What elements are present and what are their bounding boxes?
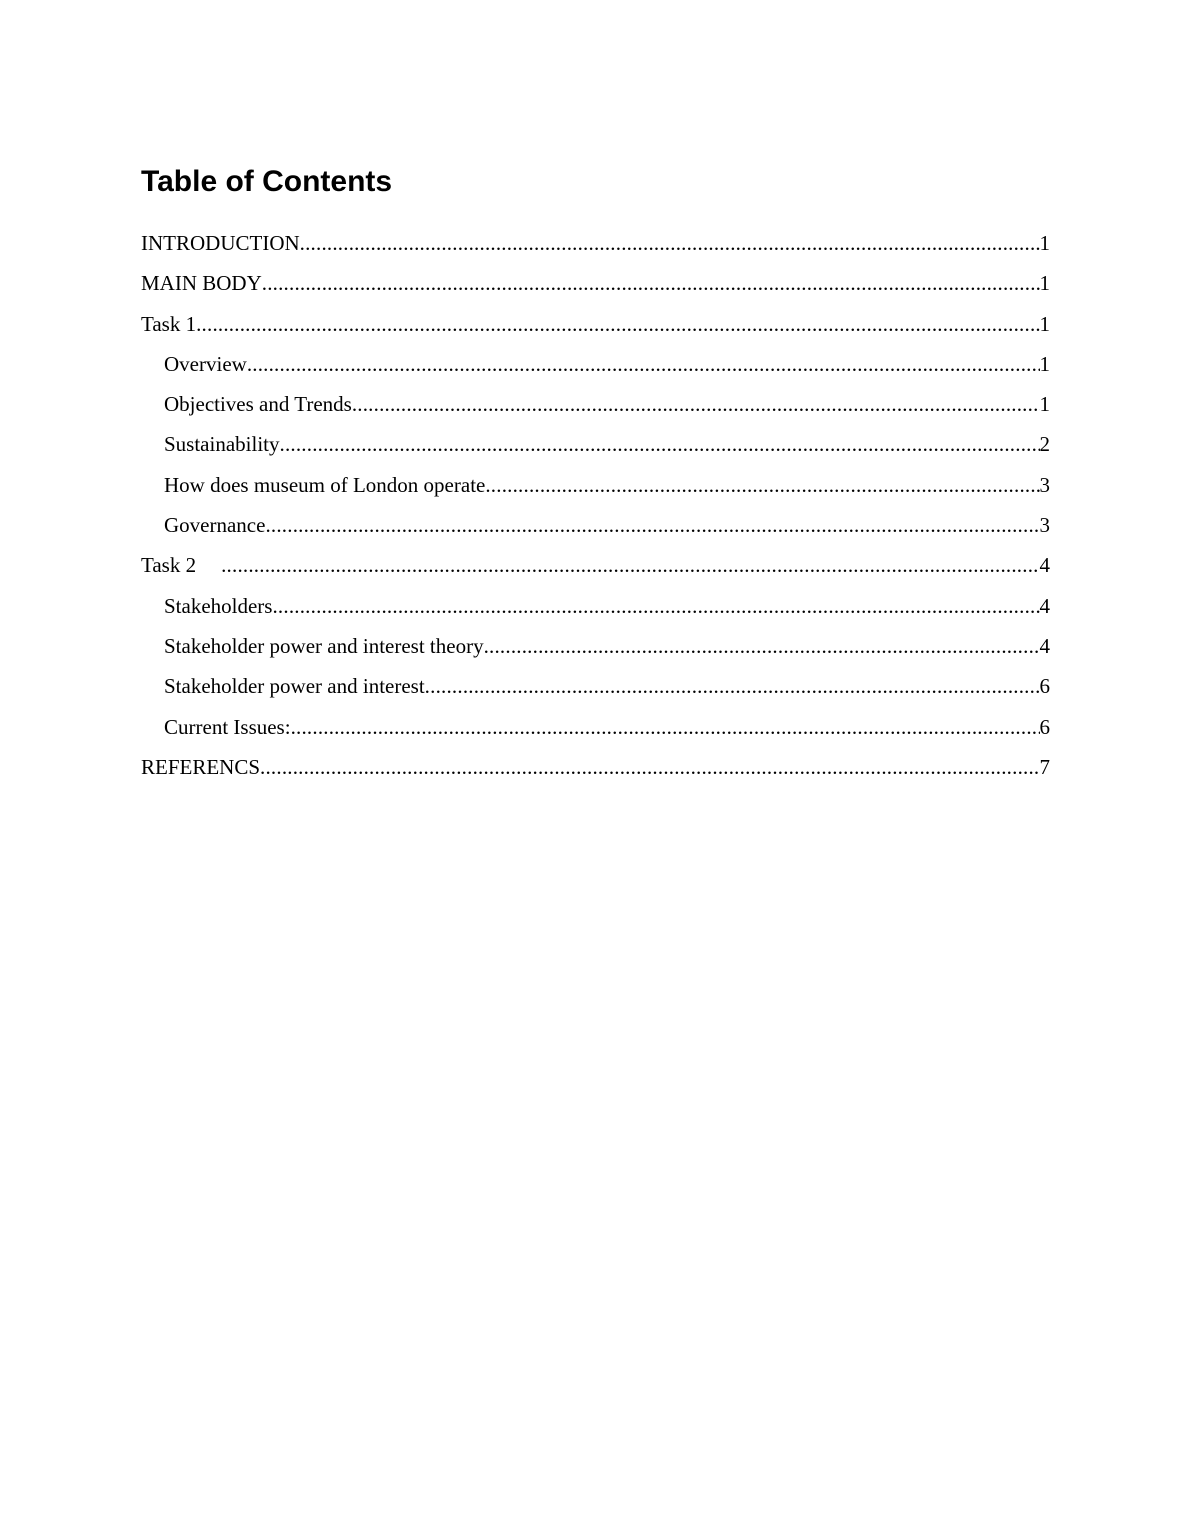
- toc-entry-stakeholder-power-interest-theory[interactable]: [141, 630, 1050, 670]
- toc-title: Table of Contents: [141, 165, 393, 198]
- toc-dot-leader: [425, 670, 1040, 702]
- toc-entry-museum-operations[interactable]: [141, 469, 1050, 509]
- toc-entry-page-number: 1: [1039, 231, 1050, 255]
- toc-entry-label: Governance: [164, 513, 266, 538]
- toc-entry-page-number: 4: [1039, 593, 1050, 618]
- toc-dot-leader: [265, 509, 1039, 541]
- toc-dot-leader: [300, 227, 1040, 259]
- toc-entry-label: Task 1: [141, 311, 197, 336]
- toc-entry-label: MAIN BODY: [141, 271, 262, 296]
- toc-entry-overview[interactable]: [141, 348, 1050, 388]
- toc-entry-label: Current Issues:: [164, 714, 291, 739]
- toc-entry-page-number: 4: [1039, 633, 1050, 658]
- toc-dot-leader: [260, 751, 1039, 783]
- toc-entry-page-number: 6: [1039, 714, 1050, 739]
- toc-entry-page-number: 1: [1039, 351, 1050, 376]
- toc-entry-label: Overview: [164, 351, 247, 376]
- toc-entry-page-number: 3: [1039, 472, 1050, 497]
- toc-dot-leader: [280, 428, 1040, 460]
- toc-entry-label: Stakeholders: [164, 593, 273, 618]
- toc-list: [141, 227, 1050, 791]
- toc-entry-page-number: 6: [1039, 674, 1050, 699]
- toc-dot-leader: [262, 267, 1040, 299]
- toc-entry-references[interactable]: [141, 751, 1050, 791]
- toc-entry-page-number: 3: [1039, 513, 1050, 538]
- toc-dot-leader: [196, 308, 1039, 340]
- toc-entry-task-2[interactable]: [141, 549, 1050, 589]
- toc-entry-current-issues[interactable]: [141, 711, 1050, 751]
- toc-entry-sustainability[interactable]: [141, 428, 1050, 468]
- toc-entry-label: REFERENCS: [141, 754, 261, 779]
- toc-entry-page-number: 1: [1039, 392, 1050, 417]
- toc-entry-introduction[interactable]: [141, 227, 1050, 267]
- toc-dot-leader: [272, 590, 1039, 622]
- toc-entry-stakeholders[interactable]: [141, 590, 1050, 630]
- toc-entry-task-1[interactable]: [141, 308, 1050, 348]
- toc-entry-label: Sustainability: [164, 432, 280, 457]
- toc-entry-page-number: 4: [1039, 553, 1050, 578]
- toc-entry-stakeholder-power-interest[interactable]: [141, 670, 1050, 710]
- toc-entry-label: Task 2: [141, 553, 197, 578]
- toc-dot-leader: [221, 549, 1039, 581]
- toc-entry-label: INTRODUCTION: [141, 231, 300, 255]
- toc-entry-governance[interactable]: [141, 509, 1050, 549]
- toc-entry-label: How does museum of London operate: [164, 472, 486, 497]
- toc-entry-label: Objectives and Trends: [164, 392, 352, 417]
- toc-dot-leader: [485, 469, 1039, 501]
- toc-entry-page-number: 1: [1039, 311, 1050, 336]
- toc-entry-objectives-and-trends[interactable]: [141, 388, 1050, 428]
- toc-entry-label: Stakeholder power and interest theory: [164, 633, 484, 658]
- toc-dot-leader: [291, 711, 1040, 743]
- toc-entry-page-number: 2: [1039, 432, 1050, 457]
- toc-entry-page-number: 1: [1039, 271, 1050, 296]
- toc-dot-leader: [247, 348, 1040, 380]
- toc-entry-main-body[interactable]: [141, 267, 1050, 307]
- toc-entry-page-number: 7: [1039, 754, 1050, 779]
- toc-dot-leader: [352, 388, 1040, 420]
- toc-entry-label: Stakeholder power and interest: [164, 674, 425, 699]
- toc-dot-leader: [484, 630, 1040, 662]
